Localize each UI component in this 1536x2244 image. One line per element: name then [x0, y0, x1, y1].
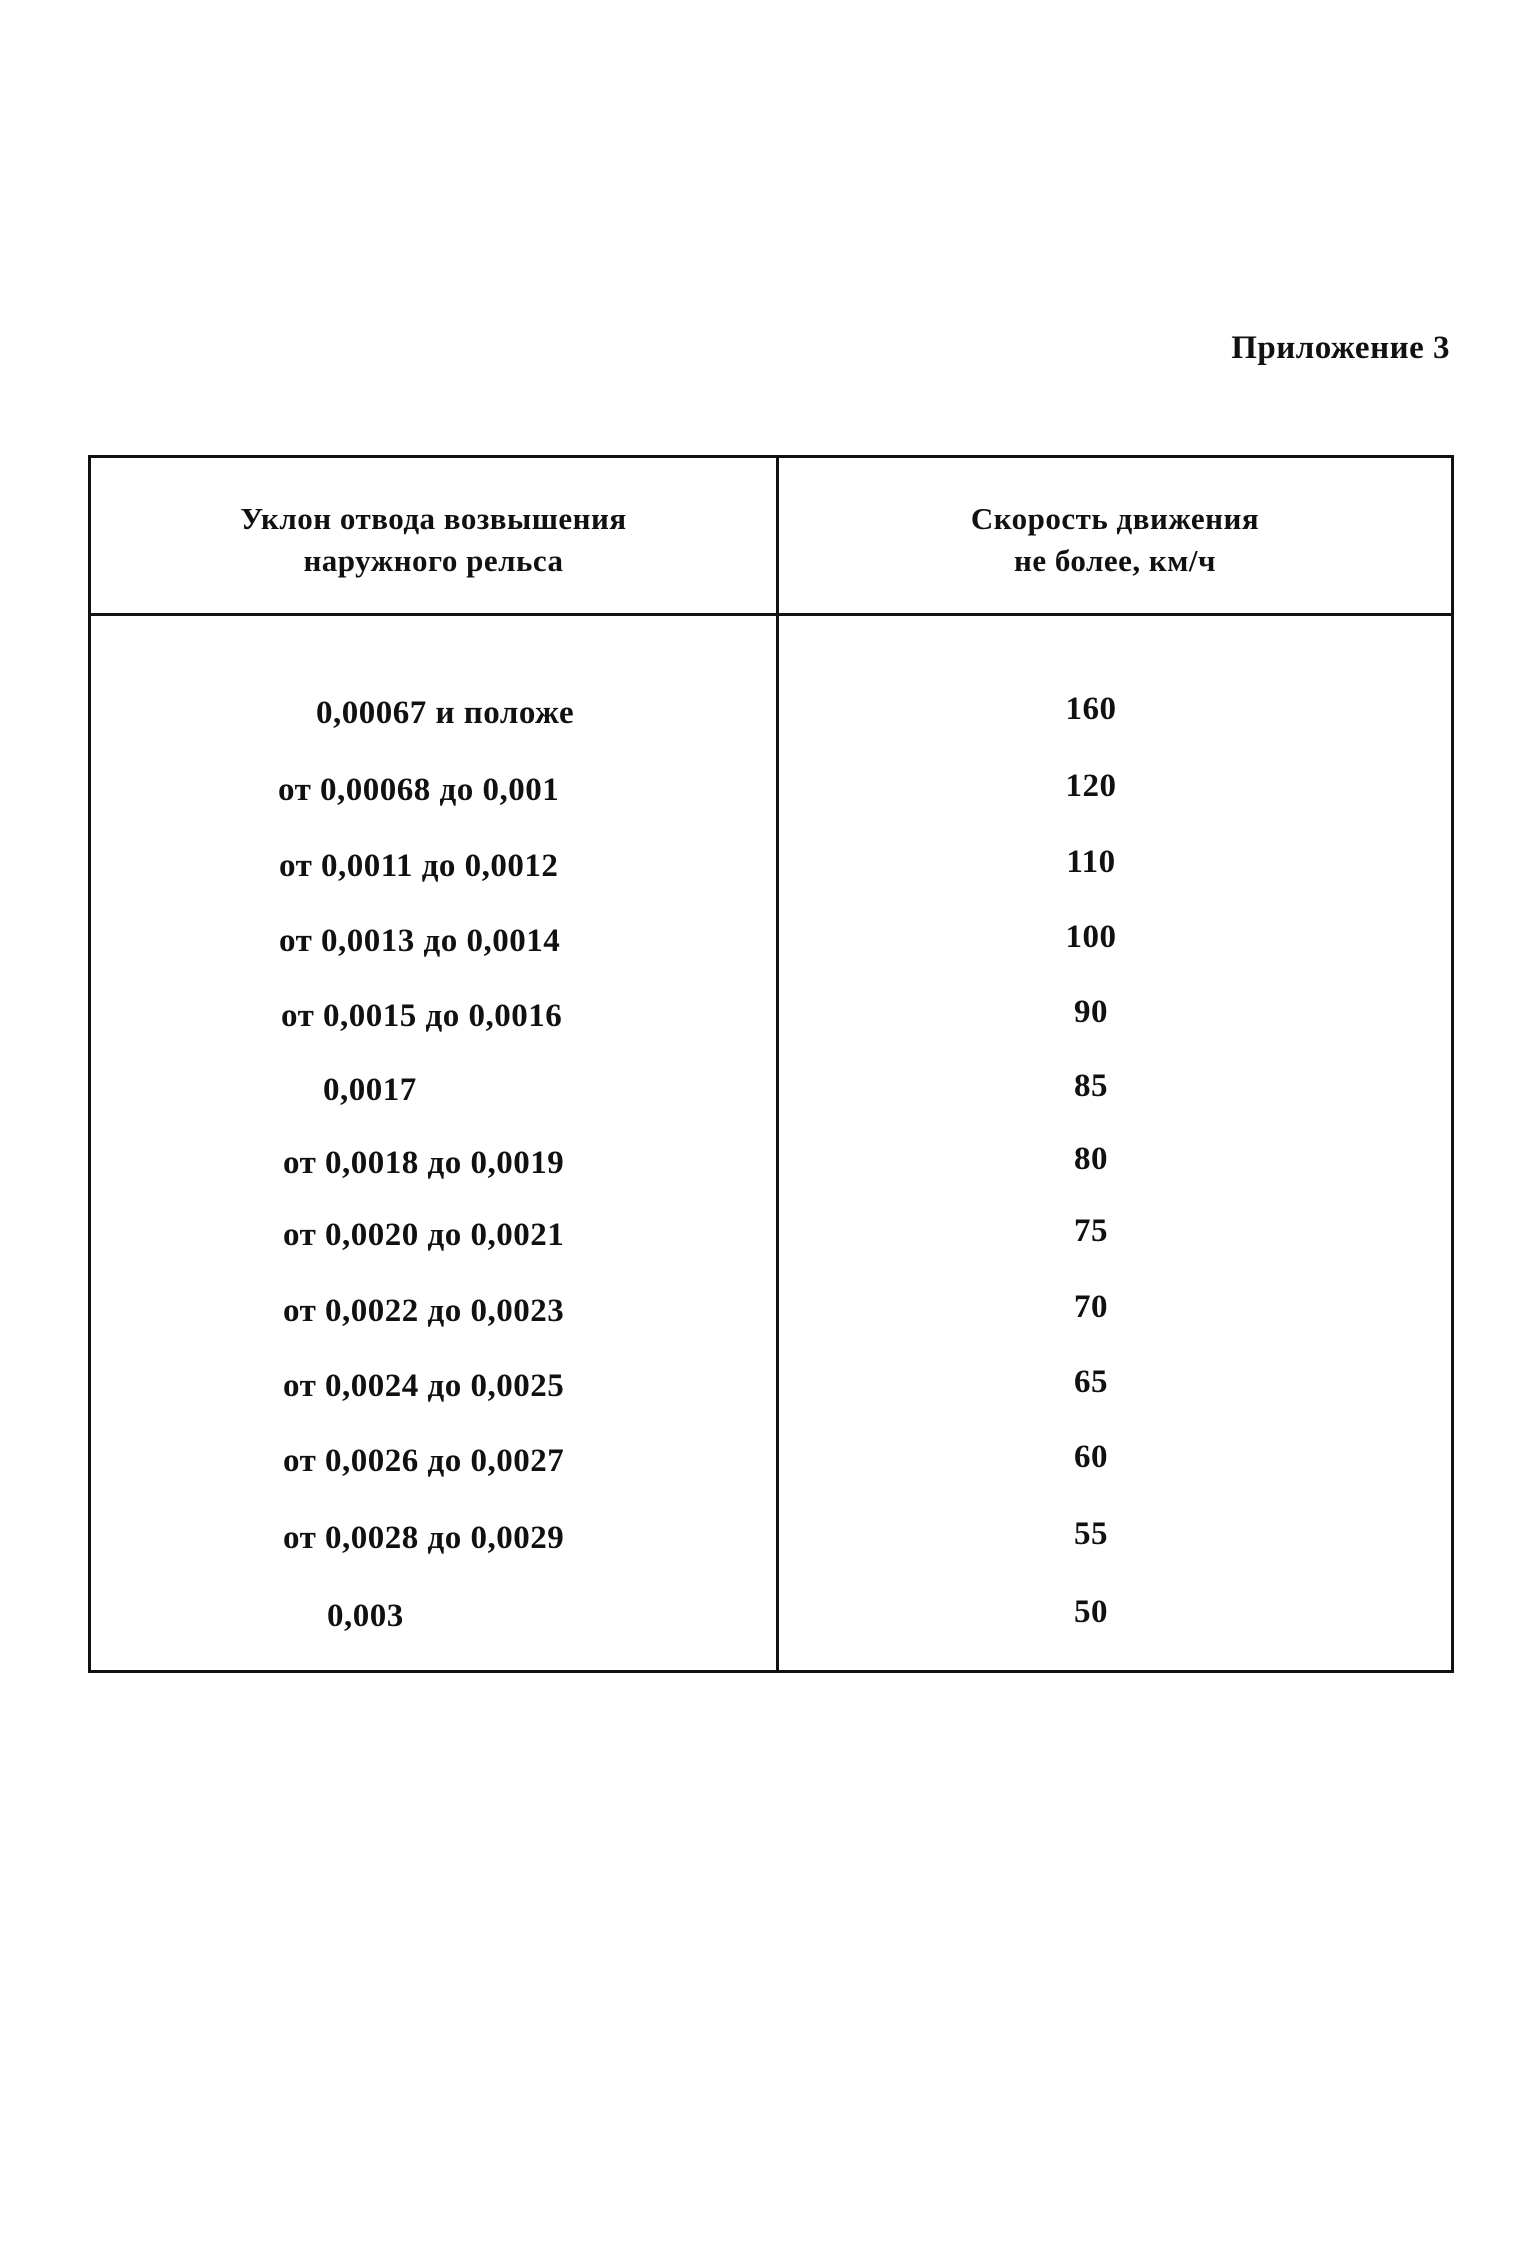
speed-cell: 90 — [1074, 994, 1108, 1030]
table-row — [91, 1070, 1451, 1146]
table-row — [91, 1518, 1451, 1594]
slope-cell: от 0,0026 до 0,0027 — [283, 1443, 565, 1479]
appendix-title: Приложение 3 — [1231, 330, 1450, 366]
table-row — [91, 693, 1451, 769]
speed-cell: 120 — [1065, 768, 1117, 804]
table-row — [91, 1291, 1451, 1367]
speed-table — [88, 455, 1454, 1673]
table-row — [91, 1215, 1451, 1291]
speed-cell: 70 — [1074, 1289, 1108, 1325]
slope-cell: от 0,0022 до 0,0023 — [283, 1293, 565, 1329]
speed-cell: 60 — [1074, 1439, 1108, 1475]
header-speed-line1: Скорость движения — [970, 501, 1260, 536]
header-slope-line1: Уклон отвода возвышения — [240, 501, 627, 536]
speed-cell: 75 — [1074, 1213, 1108, 1249]
table-row — [91, 921, 1451, 997]
table-row — [91, 996, 1451, 1072]
slope-cell: от 0,0020 до 0,0021 — [283, 1217, 565, 1253]
slope-cell: 0,0017 — [323, 1072, 417, 1108]
slope-cell: от 0,0018 до 0,0019 — [283, 1145, 565, 1181]
speed-cell: 160 — [1065, 691, 1117, 727]
speed-cell: 50 — [1074, 1594, 1108, 1630]
header-slope — [91, 498, 776, 582]
slope-cell: от 0,0015 до 0,0016 — [281, 998, 563, 1034]
header-speed-line2: не более, км/ч — [1013, 543, 1217, 578]
speed-cell: 80 — [1074, 1141, 1108, 1177]
slope-cell: от 0,0011 до 0,0012 — [279, 848, 559, 884]
slope-cell: 0,00067 и положе — [316, 695, 575, 731]
speed-cell: 65 — [1074, 1364, 1108, 1400]
table-row — [91, 846, 1451, 922]
header-divider — [91, 613, 1451, 616]
table-row — [91, 1441, 1451, 1517]
speed-cell: 55 — [1074, 1516, 1108, 1552]
slope-cell: от 0,0024 до 0,0025 — [283, 1368, 565, 1404]
header-speed — [779, 498, 1451, 582]
speed-cell: 100 — [1065, 919, 1117, 955]
table-row — [91, 770, 1451, 846]
slope-cell: 0,003 — [327, 1598, 404, 1634]
slope-cell: от 0,0013 до 0,0014 — [279, 923, 561, 959]
table-row — [91, 1366, 1451, 1442]
header-slope-line2: наружного рельса — [303, 543, 564, 578]
speed-cell: 85 — [1074, 1068, 1108, 1104]
slope-cell: от 0,00068 до 0,001 — [278, 772, 560, 808]
speed-cell: 110 — [1066, 844, 1116, 880]
slope-cell: от 0,0028 до 0,0029 — [283, 1520, 565, 1556]
table-row — [91, 1596, 1451, 1672]
table-row — [91, 1143, 1451, 1219]
